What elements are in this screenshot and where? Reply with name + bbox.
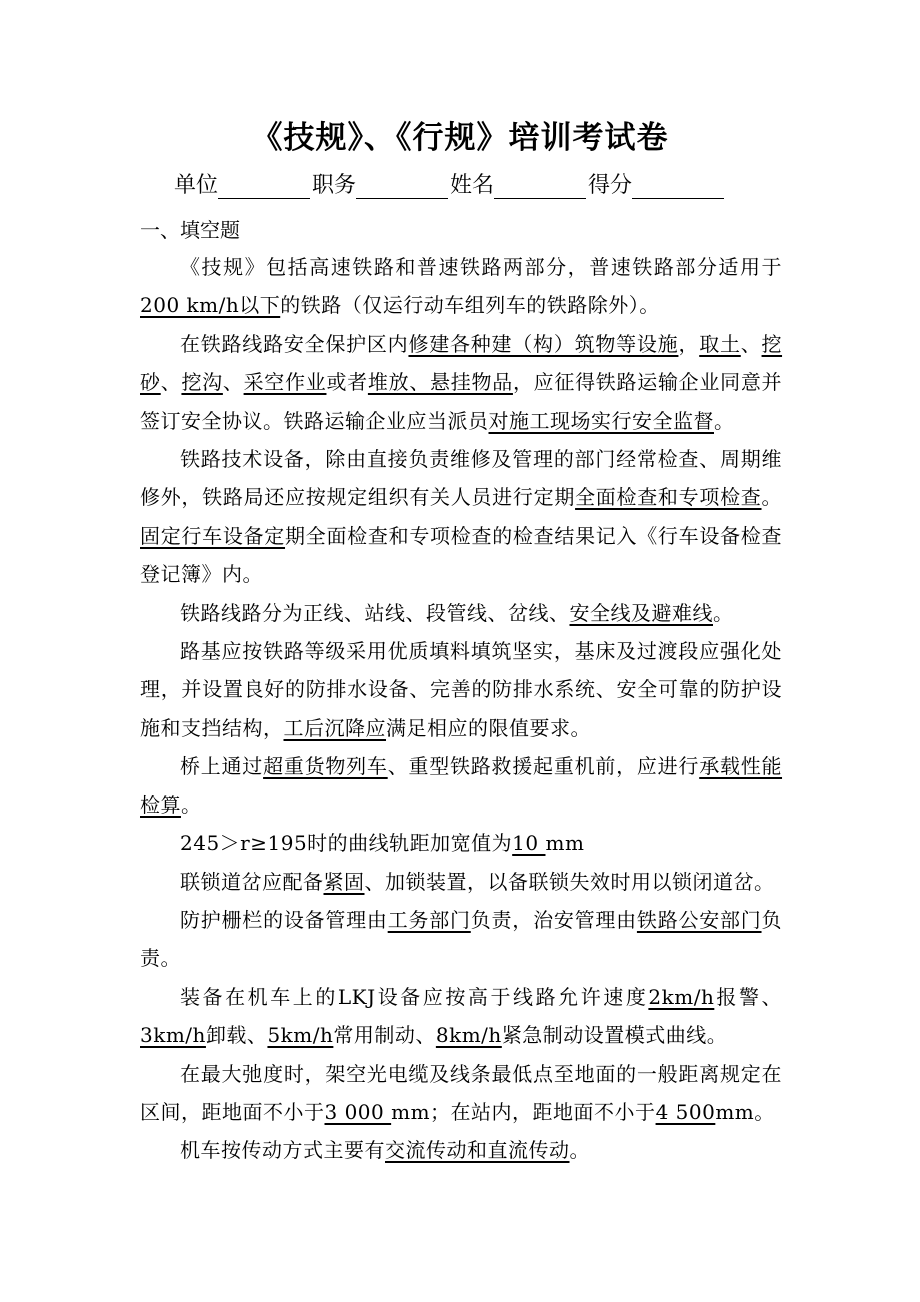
answer-text: 超重货物列车 bbox=[263, 754, 388, 779]
question-text: 。 bbox=[569, 1138, 590, 1163]
answer-text: 采空作业 bbox=[243, 370, 327, 395]
question-paragraph bbox=[140, 440, 782, 594]
question-paragraph bbox=[140, 747, 782, 824]
name-blank[interactable] bbox=[494, 176, 586, 199]
question-text: 报警、 bbox=[714, 984, 782, 1009]
question-text: 期全面检查和专项检查的检查结果记入《行车设备检查登记簿》内。 bbox=[140, 523, 783, 587]
answer-text: 安全线及避难线 bbox=[569, 600, 713, 625]
question-text: 、加锁装置，以备联锁失效时用以锁闭道岔。 bbox=[364, 869, 775, 894]
question-paragraph bbox=[140, 824, 782, 862]
question-text: 245＞r≥195时的曲线轨距加宽值为 bbox=[180, 831, 513, 856]
score-blank[interactable] bbox=[632, 176, 724, 199]
answer-text: 紧固 bbox=[323, 869, 365, 894]
page-title: 《技规》、《行规》培训考试卷 bbox=[251, 120, 669, 156]
question-paragraph bbox=[140, 978, 782, 1055]
answer-text: 挖沟 bbox=[181, 370, 223, 395]
answer-text: 取土 bbox=[699, 331, 741, 356]
section-heading-fill-in: 一、填空题 bbox=[140, 218, 240, 242]
question-list bbox=[140, 248, 782, 1170]
question-text: 满足相应的限值要求。 bbox=[386, 715, 591, 740]
question-text: 装备在机车上的LKJ设备应按高于线路允许速度 bbox=[180, 984, 649, 1009]
question-text: 路基应按铁路等级采用优质填料填筑坚实，基床及过渡段应强化处理，并设置良好的防排水设备、完善的防排水系统、安全可靠的防护设施和支挡结构， bbox=[140, 639, 782, 740]
question-text: ，应征得铁路运输企业同意并签订安全协议。铁路运输企业应当派员 bbox=[140, 370, 783, 433]
answer-text: 全面检查和专项检查 bbox=[575, 485, 762, 510]
question-paragraph bbox=[140, 632, 782, 747]
question-paragraph bbox=[140, 1055, 782, 1132]
name-label: 姓名 bbox=[450, 173, 495, 198]
question-paragraph bbox=[140, 863, 782, 901]
question-text: ， bbox=[678, 331, 700, 356]
question-text: 负责，治安管理由 bbox=[470, 907, 637, 932]
question-paragraph bbox=[140, 1131, 782, 1169]
answer-text: 200 km/h以下 bbox=[140, 293, 281, 318]
question-text: mm。 bbox=[715, 1099, 775, 1124]
answer-text: 3km/h bbox=[140, 1023, 206, 1048]
answer-text: 5km/h bbox=[267, 1023, 334, 1048]
question-text: 卸载、 bbox=[205, 1023, 268, 1048]
question-paragraph bbox=[140, 248, 782, 325]
answer-text: 10 bbox=[512, 831, 546, 856]
answer-text: 对施工现场实行安全监督 bbox=[488, 408, 714, 433]
exam-info-line bbox=[174, 168, 726, 199]
answer-text: 交流传动和直流传动 bbox=[385, 1138, 570, 1163]
question-text: 紧急制动设置模式曲线。 bbox=[501, 1023, 728, 1048]
question-text: 铁路技术设备，除由直接负责维修及管理的部门经常检查、周期维修外，铁路局还应按规定组织有关人员进行定期 bbox=[140, 447, 782, 510]
question-text: 防护栅栏的设备管理由 bbox=[180, 907, 388, 932]
question-text: mm bbox=[545, 831, 585, 856]
question-text: 。 bbox=[713, 600, 734, 625]
question-text: 。 bbox=[181, 792, 202, 817]
answer-text: 挖砂 bbox=[140, 331, 783, 395]
answer-text: 4 500 bbox=[655, 1099, 716, 1124]
score-label: 得分 bbox=[588, 173, 633, 198]
question-text: 《技规》包括高速铁路和普速铁路两部分，普速铁路部分适用于 bbox=[180, 255, 782, 279]
answer-text: 工务部门 bbox=[387, 907, 471, 932]
answer-text: 堆放、悬挂物品 bbox=[367, 370, 513, 395]
position-blank[interactable] bbox=[356, 176, 448, 199]
question-text: 桥上通过 bbox=[180, 754, 264, 779]
answer-text: 8km/h bbox=[435, 1023, 502, 1048]
question-text: 、重型铁路救援起重机前，应进行 bbox=[387, 754, 700, 779]
unit-blank[interactable] bbox=[218, 176, 310, 199]
question-text: 机车按传动方式主要有 bbox=[180, 1138, 385, 1163]
position-label: 职务 bbox=[312, 173, 357, 198]
answer-text: 铁路公安部门 bbox=[636, 907, 762, 932]
question-text: 、 bbox=[222, 370, 244, 395]
answer-text: 修建各种建（构）筑物等设施 bbox=[408, 331, 679, 356]
unit-label: 单位 bbox=[174, 173, 219, 198]
question-text: 铁路线路分为正线、站线、段管线、岔线、 bbox=[180, 600, 570, 625]
question-text: 常用制动、 bbox=[333, 1023, 436, 1048]
question-text: 在铁路线路安全保护区内 bbox=[180, 331, 409, 356]
question-text: 。 bbox=[714, 408, 735, 433]
answer-text: 2km/h bbox=[648, 984, 715, 1009]
answer-text: 承载性能检算 bbox=[140, 754, 783, 817]
question-text: 。 bbox=[761, 485, 783, 510]
question-paragraph bbox=[140, 594, 782, 632]
question-text: 的铁路（仅运行动车组列车的铁路除外）。 bbox=[280, 293, 660, 318]
answer-text: 固定行车设备定 bbox=[140, 523, 286, 548]
question-text: 在最大弛度时，架空光电缆及线条最低点至地面的一般距离规定在区间，距地面不小于 bbox=[140, 1061, 782, 1124]
answer-text: 3 000 bbox=[324, 1099, 392, 1124]
question-text: 联锁道岔应配备 bbox=[180, 869, 324, 894]
question-text: 、 bbox=[740, 331, 762, 356]
question-text: 或者 bbox=[326, 370, 368, 395]
question-text: 、 bbox=[160, 370, 182, 395]
question-paragraph bbox=[140, 901, 782, 978]
question-text: mm；在站内，距地面不小于 bbox=[391, 1099, 656, 1124]
question-text: 负责。 bbox=[140, 907, 783, 971]
answer-text: 工后沉降应 bbox=[283, 715, 386, 740]
question-paragraph bbox=[140, 325, 782, 440]
